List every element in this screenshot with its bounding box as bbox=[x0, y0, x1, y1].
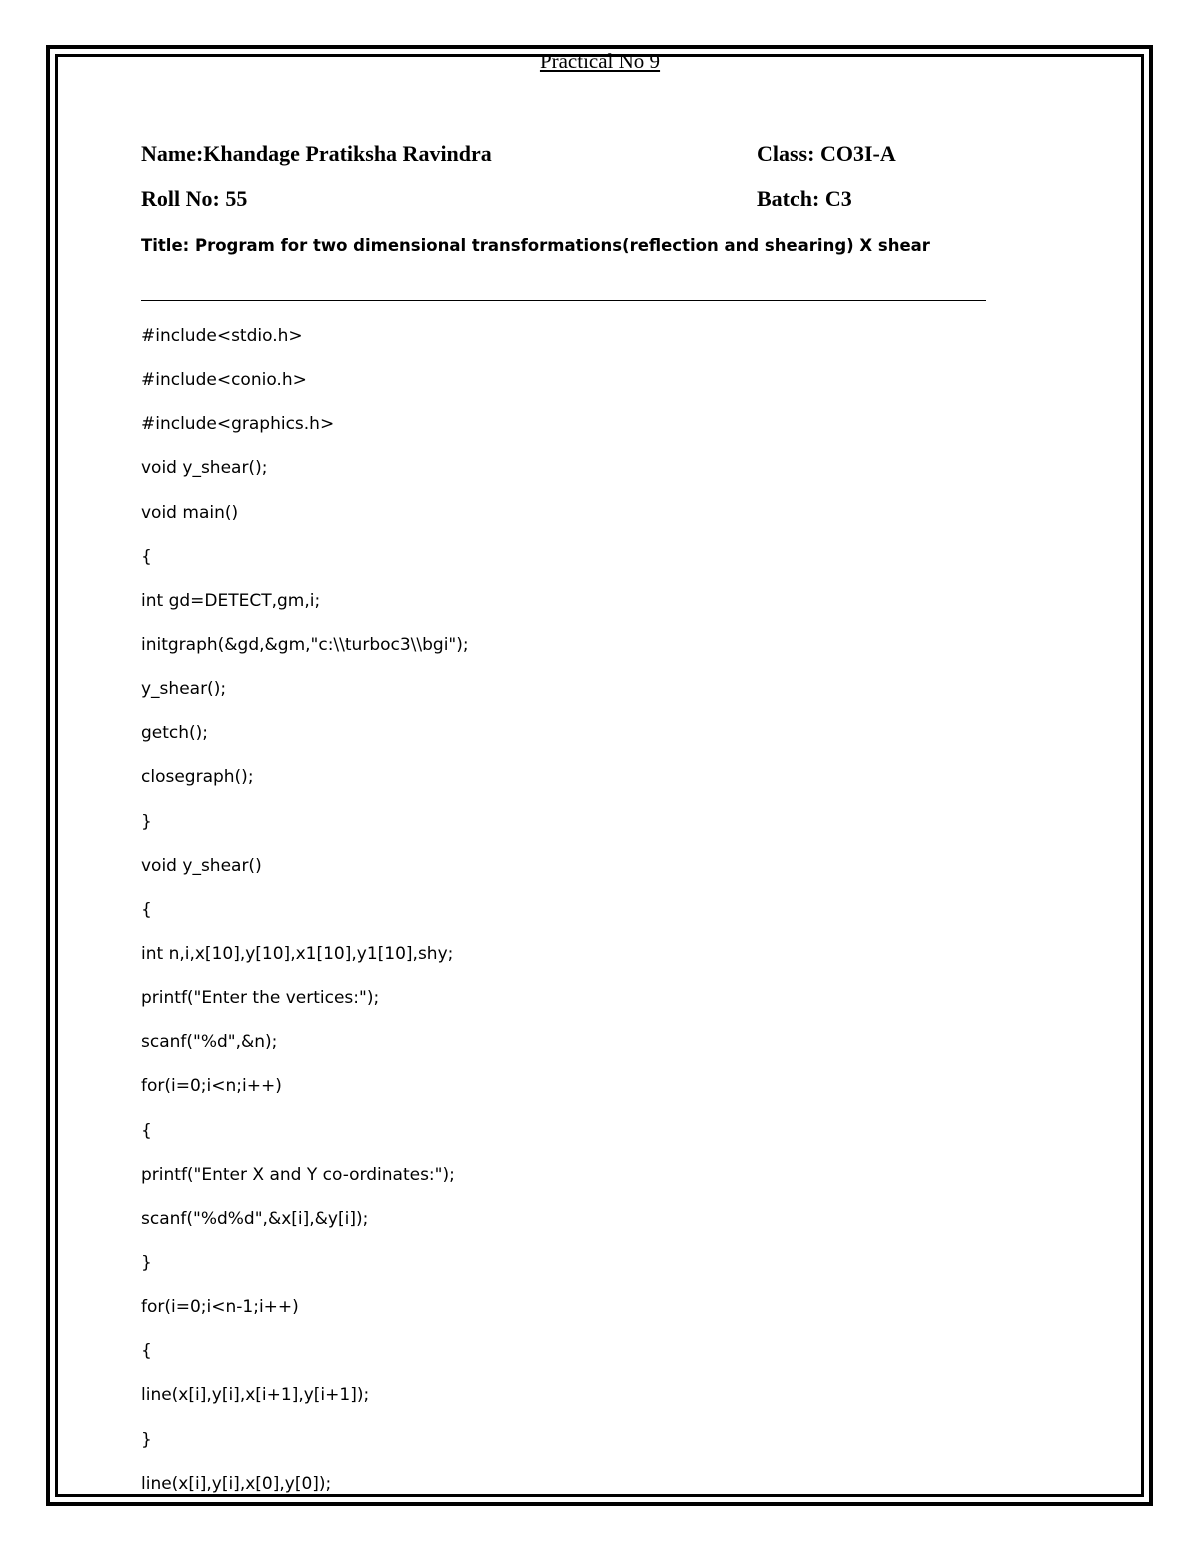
student-name: Name:Khandage Pratiksha Ravindra bbox=[141, 141, 492, 166]
code-line: getch(); bbox=[141, 723, 209, 744]
code-line: y_shear(); bbox=[141, 679, 227, 700]
code-line: #include<graphics.h> bbox=[141, 414, 335, 435]
code-line: { bbox=[141, 1341, 152, 1362]
code-line: scanf("%d%d",&x[i],&y[i]); bbox=[141, 1208, 369, 1229]
code-line: { bbox=[141, 546, 152, 567]
code-line: } bbox=[141, 1429, 152, 1450]
code-line: void y_shear() bbox=[141, 855, 262, 876]
code-line: printf("Enter the vertices:"); bbox=[141, 988, 380, 1009]
code-line: closegraph(); bbox=[141, 767, 254, 788]
code-listing bbox=[141, 322, 469, 1514]
code-line: #include<conio.h> bbox=[141, 370, 307, 391]
code-line: for(i=0;i<n;i++) bbox=[141, 1076, 282, 1097]
code-line: scanf("%d",&n); bbox=[141, 1032, 278, 1053]
code-line: void y_shear(); bbox=[141, 458, 268, 479]
code-line: initgraph(&gd,&gm,"c:\\turboc3\\bgi"); bbox=[141, 634, 469, 655]
code-line: line(x[i],y[i],x[0],y[0]); bbox=[141, 1473, 332, 1494]
code-line: int n,i,x[10],y[10],x1[10],y1[10],shy; bbox=[141, 943, 454, 964]
student-class: Class: CO3I-A bbox=[757, 141, 896, 166]
code-line: int gd=DETECT,gm,i; bbox=[141, 590, 321, 611]
roll-number: Roll No: 55 bbox=[141, 186, 248, 211]
code-line: } bbox=[141, 1252, 152, 1273]
code-line: printf("Enter X and Y co-ordinates:"); bbox=[141, 1164, 455, 1185]
batch: Batch: C3 bbox=[757, 186, 852, 211]
divider-line bbox=[141, 300, 986, 301]
code-line: { bbox=[141, 899, 152, 920]
code-line: #include<stdio.h> bbox=[141, 326, 303, 346]
code-line: for(i=0;i<n-1;i++) bbox=[141, 1297, 299, 1318]
page-title: Practical No 9 bbox=[539, 49, 661, 73]
code-line: line(x[i],y[i],x[i+1],y[i+1]); bbox=[141, 1385, 370, 1406]
code-line: void main() bbox=[141, 502, 239, 523]
code-line: } bbox=[141, 811, 152, 832]
code-line: { bbox=[141, 1120, 152, 1141]
program-title: Title: Program for two dimensional transformations(reflection and shearing) X shear bbox=[141, 236, 930, 255]
